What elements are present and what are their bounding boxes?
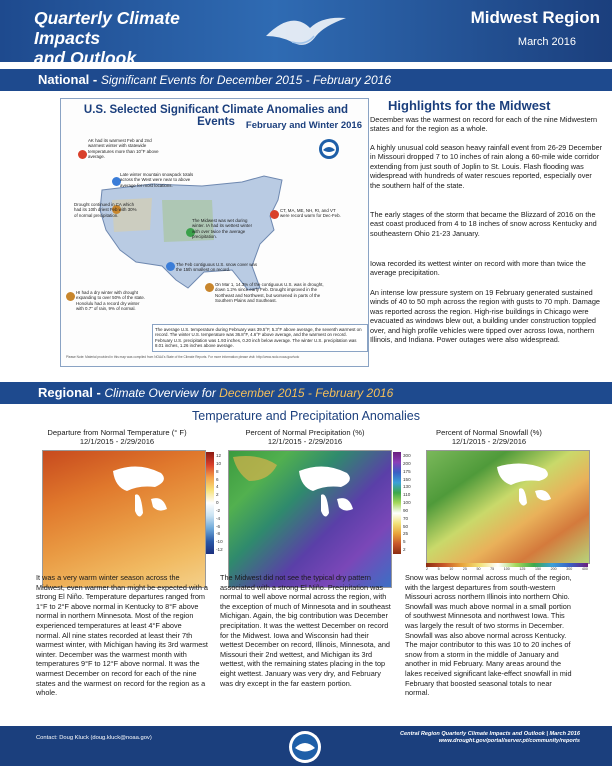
precipitation-summary: The Midwest did not see the typical dry pattern associated with a strong El Niño. Precipitation was normal to well above normal across the region, with the exception of much of Minnesota and in southeast Michigan. Again, the big contribution was December precipitation. It was the wettest December on record for the Midwest. Iowa and Wisconsin had their wettest December on record, Illinois, Minnesota, and Missouri their 2nd wettest, and Michigan its 3rd wettest, with the remaining states placing in the top eight wettest. January was very dry, and February was dry except in the far eastern portion. bbox=[220, 573, 391, 688]
legend-label: 90 bbox=[403, 507, 409, 513]
annotation-midwest: The Midwest was wet during winter. IA had its wettest winter with over twice the average precipitation. bbox=[192, 218, 253, 240]
highlight-paragraph: Iowa recorded its wettest winter on record with more than twice the average precipitation. bbox=[370, 259, 586, 278]
annotation-us-summary: The average U.S. temperature during February was 39.5°F, 5.3°F above average, the seventh warmest on record. The winter U.S. temperature was 36.8°F, 4.6°F above average, and the warmest on record. February U.S. precipitation was 1.93 inches, 0.20 inch below average. The winter U.S. precipitation was 8.01 inches, 1.26 inches above average. bbox=[152, 324, 368, 352]
highlight-paragraph: A highly unusual cold season heavy rainfall event from 26-29 December in Missouri dropped 7 to 10 inches of rain along a 60-mile wide corridor extending from just south of Joplin to St. Louis. Flash flooding was widespread with hundreds of water rescues reported, especially over the southern half of the state. bbox=[370, 143, 603, 190]
snowfall-summary: Snow was below normal across much of the region, with the largest departures from south-western Missouri across northern Illinois into northern Ohio. Snowfall was much above normal in a small portion of southwest Minnesota and northwest Iowa. This was largely the result of two storms in December. Snowfall was also above normal across Kentucky. The major contributor to this was 10 to 20 inches of snow from a storm in the middle of January and another in mid February. Many areas around the lakes received significant lake-effect snowfall in mid February that boosted seasonal totals to near normal. bbox=[405, 573, 572, 698]
temperature-panel-title bbox=[30, 428, 204, 446]
legend-label: 5 bbox=[403, 539, 406, 545]
drought-extent-marker-icon bbox=[205, 283, 214, 292]
annotation-hawaii: HI had a dry winter with drought expanding to over 50% of the state. Honolulu had a record dry winter with 0.7" of rain, 9% of normal. bbox=[76, 290, 146, 312]
legend-label: 175 bbox=[403, 468, 411, 474]
national-heading-text: Significant Events for December 2015 - February 2016 bbox=[100, 73, 391, 87]
highlight-paragraph: December was the warmest on record for each of the nine Midwestern states and for the region as a whole. bbox=[370, 115, 598, 134]
legend-label: 0 bbox=[216, 500, 219, 506]
great-lakes-shape bbox=[43, 451, 205, 587]
legend-label: 25 bbox=[403, 531, 409, 537]
legend-label: 130 bbox=[403, 484, 411, 490]
annotation-drought-extent: On Mar 1, 14.3% of the contiguous U.S. was in drought, down 1.2% since early Feb. Drought improved in the Northeast and Northwest, but worsened in parts of the Southern Plains and Southeast. bbox=[215, 282, 324, 304]
title-line-1: Quarterly Climate Impacts bbox=[34, 8, 180, 48]
legend-label: 50 bbox=[403, 523, 409, 529]
annotation-alaska: AK had its warmest Feb and 2nd warmest winter with statewide temperatures more than 10°F above average. bbox=[88, 138, 159, 160]
legend-label: 12 bbox=[216, 453, 222, 458]
legend-label: 50 bbox=[476, 567, 481, 571]
precipitation-legend-labels bbox=[403, 452, 411, 554]
regional-heading-text-a: Climate Overview for bbox=[104, 386, 220, 400]
temperature-map-dates: 12/1/2015 - 2/29/2016 bbox=[79, 437, 155, 446]
legend-label: 100 bbox=[403, 500, 411, 506]
regional-heading-text-b: December 2015 - February 2016 bbox=[219, 386, 394, 400]
great-lakes-shape bbox=[229, 451, 391, 587]
footer-publication-info bbox=[380, 731, 580, 746]
highlight-paragraph: An intense low pressure system on 19 February generated sustained winds of 40 to 50 mph across the region with gusts to 70 mph. Damage was reported across the region. High-rise buildings in Chicago were evacuated as windows blew out, a building under construction toppled over, and high profile vehicles were tipped over across Iowa, northern Illinois, and Indiana. Power outages were also widespread. bbox=[370, 288, 600, 345]
snowfall-legend-labels bbox=[426, 567, 588, 571]
footer-line-1: Central Region Quarterly Climate Impacts and Outlook | March 2016 bbox=[400, 731, 580, 737]
precipitation-panel-title bbox=[218, 428, 392, 446]
legend-label: 150 bbox=[403, 476, 411, 482]
legend-label: -2 bbox=[216, 507, 221, 513]
legend-label: -12 bbox=[216, 547, 223, 553]
noaa-logo-icon bbox=[318, 138, 340, 160]
highlight-paragraph: The early stages of the storm that became the Blizzard of 2016 on the east coast produced from 4 to 18 inches of snow across Kentucky and southeastern Ohio 21-23 January. bbox=[370, 210, 597, 238]
issue-date: March 2016 bbox=[517, 36, 576, 48]
snowfall-map-dates: 12/1/2015 - 2/29/2016 bbox=[451, 437, 527, 446]
precipitation-map-dates: 12/1/2015 - 2/29/2016 bbox=[267, 437, 343, 446]
publication-title bbox=[34, 8, 234, 68]
legend-label: -4 bbox=[216, 515, 221, 521]
legend-label: -6 bbox=[216, 523, 221, 529]
legend-label: 300 bbox=[403, 453, 411, 458]
temperature-legend-bar bbox=[206, 452, 214, 554]
snowfall-map-title: Percent of Normal Snowfall (%) bbox=[436, 428, 542, 437]
snowcover-marker-icon bbox=[166, 262, 175, 271]
bird-logo-icon bbox=[262, 6, 350, 56]
legend-label: 6 bbox=[216, 476, 219, 482]
snowfall-percent-map bbox=[426, 450, 590, 564]
temperature-departure-map bbox=[42, 450, 206, 588]
region-name: Midwest Region bbox=[470, 8, 600, 27]
legend-label: 75 bbox=[490, 567, 495, 571]
footer-url[interactable]: www.drought.gov/portal/server.pt/community/reports bbox=[438, 738, 580, 745]
precipitation-legend-bar bbox=[393, 452, 401, 554]
legend-label: 4 bbox=[216, 484, 219, 490]
temperature-summary: It was a very warm winter season across the Midwest, even warmer than might be expected with a strong El Niño. Temperature departures ranged from 1°F to 2°F above normal in Kentucky to 8°F above normal in northern Minnesota. Most of the region experienced temperatures at least 4°F above normal. All nine states recorded at least their 7th warmest winter, with Michigan having its 3rd warmest winter. December was the warmest month with temperatures 9°F to 12°F above normal. It was the warmest December on record for each of the nine states and the warmest on record for the region as a whole. bbox=[36, 573, 208, 698]
great-lakes-shape bbox=[427, 451, 589, 563]
legend-label: 2 bbox=[426, 567, 428, 571]
temperature-map-title: Departure from Normal Temperature (° F) bbox=[47, 428, 187, 437]
warm-marker-icon bbox=[270, 210, 279, 219]
legend-label: 10 bbox=[449, 567, 454, 571]
annotation-snow-cover: The Feb contiguous U.S. snow cover was the 15th smallest on record. bbox=[176, 262, 258, 273]
map-footnote: Please Note: Material provided in this map was compiled from NOAA's State of the Climate Reports. For more information please visit: http://www.ncdc.noaa.gov/sotc bbox=[66, 355, 300, 359]
annotation-california: Drought continued in CA which had its 10th driest Feb with 30% of normal precipitation. bbox=[74, 202, 137, 218]
regional-prefix: Regional - bbox=[38, 385, 105, 400]
legend-label: 70 bbox=[403, 515, 409, 521]
legend-label: 150 bbox=[535, 567, 541, 571]
map-title: U.S. Selected Significant Climate Anomalies and Events bbox=[83, 104, 349, 128]
regional-section-heading bbox=[38, 382, 393, 404]
legend-label: 100 bbox=[503, 567, 510, 571]
precipitation-map-title: Percent of Normal Precipitation (%) bbox=[245, 428, 365, 437]
annotation-new-england: CT, MA, ME, NH, RI, and VT were record warm for Dec-Feb. bbox=[280, 208, 341, 219]
annotation-snowpack: Late winter mountain snowpack totals across the West were near to above average for most locations. bbox=[120, 172, 194, 188]
legend-label: 200 bbox=[550, 567, 557, 571]
legend-label: 125 bbox=[519, 567, 526, 571]
anomalies-section-title: Temperature and Precipitation Anomalies bbox=[192, 409, 420, 423]
precipitation-percent-map bbox=[228, 450, 392, 588]
title-line-2: and Outlook bbox=[34, 48, 137, 68]
legend-label: 10 bbox=[216, 460, 222, 466]
hawaii-marker-icon bbox=[66, 292, 75, 301]
legend-label: 2 bbox=[403, 547, 406, 553]
noaa-footer-logo-icon bbox=[288, 730, 322, 764]
highlights-title: Highlights for the Midwest bbox=[388, 98, 551, 113]
legend-label: -8 bbox=[216, 531, 221, 537]
legend-label: -10 bbox=[216, 539, 223, 545]
legend-label: 200 bbox=[403, 460, 411, 466]
map-subtitle: February and Winter 2016 bbox=[245, 120, 362, 131]
snowfall-panel-title bbox=[402, 428, 576, 446]
footer-contact: Contact: Doug Kluck (doug.kluck@noaa.gov) bbox=[36, 735, 152, 741]
temperature-legend-labels bbox=[216, 452, 223, 554]
legend-label: 5 bbox=[437, 567, 440, 571]
legend-label: 25 bbox=[462, 567, 467, 571]
temperature-marker-icon bbox=[78, 150, 87, 159]
legend-label: 300 bbox=[566, 567, 573, 571]
legend-label: 8 bbox=[216, 468, 219, 474]
legend-label: 2 bbox=[216, 492, 219, 498]
national-prefix: National - bbox=[38, 72, 101, 87]
legend-label: 110 bbox=[403, 492, 411, 498]
national-section-heading bbox=[38, 69, 391, 91]
legend-label: 400 bbox=[581, 567, 588, 571]
